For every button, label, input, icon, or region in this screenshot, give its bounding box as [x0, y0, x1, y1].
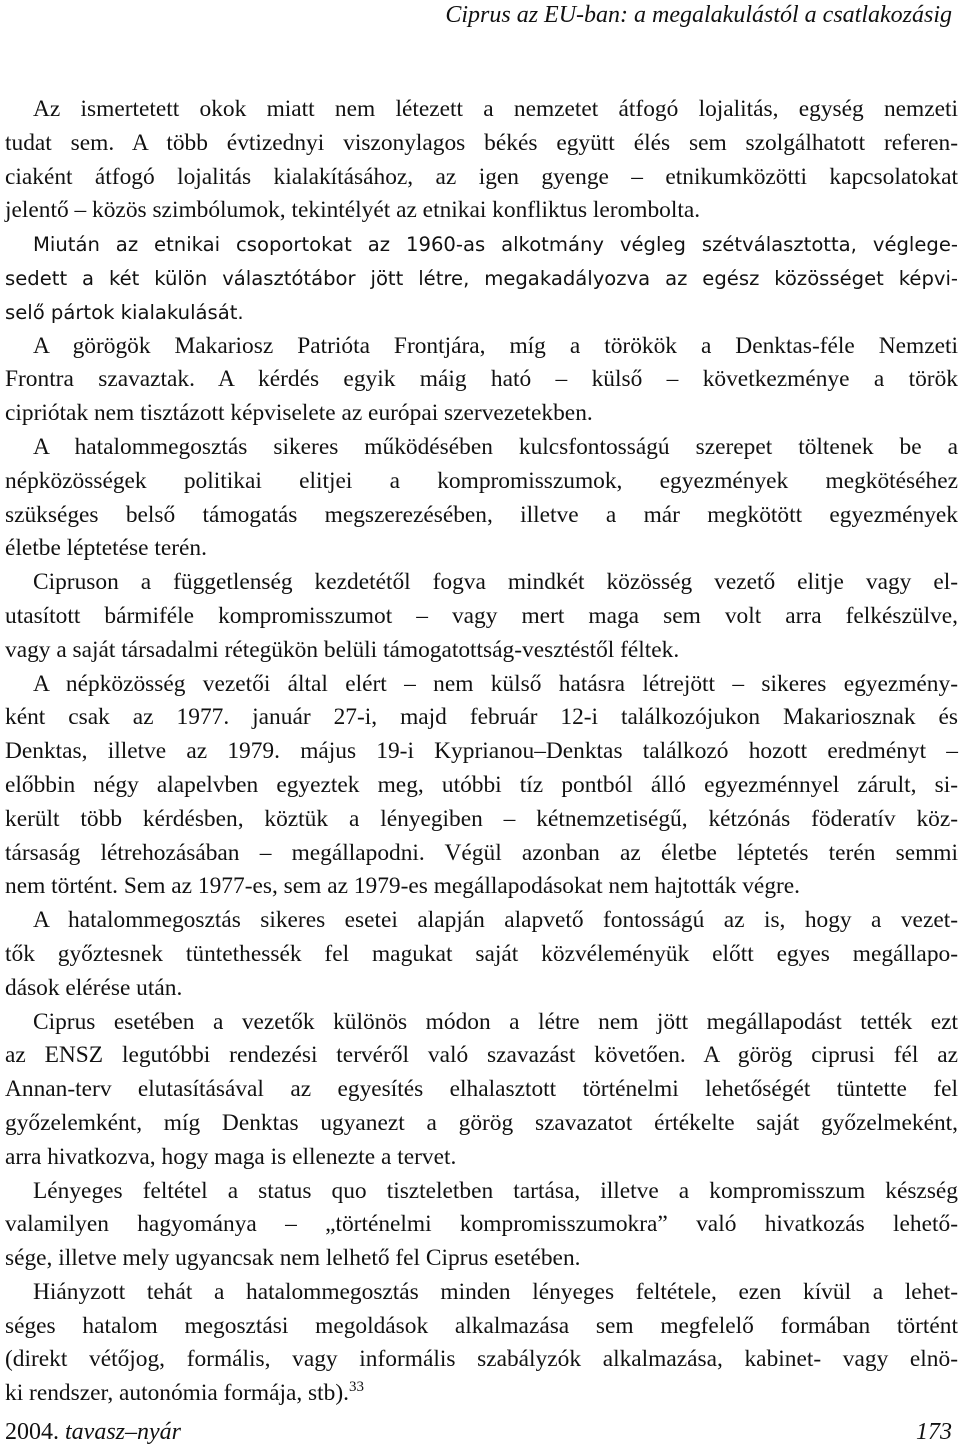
paragraph: [5, 228, 958, 329]
text-line: népközösségek politikai elitjei a kompromisszumok, egyezmények megkötéséhez: [5, 467, 958, 494]
text-line: vagy a saját társadalmi rétegükön belüli támogatottság-vesztéstől féltek.: [5, 636, 680, 663]
text-line: Az ismertetett okok miatt nem létezett a nemzetet átfogó lojalitás, egység nemzeti: [33, 96, 958, 122]
text-line: életbe léptetése terén.: [5, 535, 207, 562]
running-header: Ciprus az EU-ban: a megalakulástól a csatlakozásig: [445, 2, 952, 28]
text-line: győzelemként, míg Denktas ugyanezt a görög szavazatot értékelte saját győzelmeként,: [5, 1109, 958, 1136]
text-line: Cipruson a függetlenség kezdetétől fogva mindkét közösség vezető elitje vagy el-: [33, 569, 958, 596]
paragraph: [5, 93, 958, 228]
text-line: az ENSZ legutóbbi rendezési tervéről való szavazást követően. A görög ciprusi fél az: [5, 1042, 958, 1069]
paragraph: [5, 431, 958, 566]
text-line: nem történt. Sem az 1977-es, sem az 1979-es megállapodásokat nem hajtották végre.: [5, 873, 801, 900]
paragraph: [5, 668, 958, 905]
text-line: séges hatalom megosztási megoldások alkalmazása sem megfelelő formában történt: [5, 1312, 958, 1339]
text-line: Miután az etnikai csoportokat az 1960-as alkotmány végleg szétválasztotta, véglege-: [33, 233, 958, 257]
text-line: előbbin négy alapelvben egyeztek meg, utóbbi tíz pontból álló egyezménnyel zárult, si-: [5, 771, 958, 798]
text-line: társaság létrehozásában – megállapodni. Végül azonban az életbe léptetés terén semmi: [5, 839, 958, 866]
text-line: A népközösség vezetői által elért – nem külső hatásra létrejött – sikeres egyezmény-: [33, 670, 958, 697]
paragraph: [5, 330, 958, 431]
text-line: szükséges belső támogatás megszerezésében, illetve a már megkötött egyezmények: [5, 501, 958, 528]
paragraph: [5, 904, 958, 1005]
text-line: dások elérése után.: [5, 974, 183, 1001]
footer-season: tavasz–nyár: [65, 1419, 181, 1445]
text-line: Ciprus esetében a vezetők különös módon a létre nem jött megállapodást tették ezt: [33, 1008, 958, 1035]
text-line-content: ki rendszer, autonómia formája, stb).: [5, 1380, 349, 1407]
text-line: utasított bármiféle kompromisszumot – vagy mert maga sem volt arra felkészülve,: [5, 602, 958, 629]
text-line: Hiányzott tehát a hatalommegosztás minden lényeges feltétele, ezen kívül a lehet-: [33, 1278, 958, 1305]
page-number: 173: [916, 1419, 952, 1445]
paragraph: [5, 1006, 958, 1175]
footer-issue: [5, 1417, 181, 1447]
text-line: (direkt vétőjog, formális, vagy informális szabályzók alkalmazása, kabinet- vagy elnö-: [5, 1346, 958, 1373]
text-line: tők győztesnek tüntethessék fel magukat saját közvéleményük előtt egyes megállapo-: [5, 940, 958, 967]
text-line: selő pártok kialakulását.: [5, 300, 244, 324]
paragraph: [5, 566, 958, 667]
text-line: valamilyen hagyománya – „történelmi kompromisszumokra” való hivatkozás lehető-: [5, 1211, 958, 1238]
text-line: ciaként átfogó lojalitás kialakításához, az igen gyenge – etnikumközötti kapcsolatokat: [5, 163, 958, 190]
text-line: jelentő – közös szimbólumok, tekintélyét az etnikai konfliktus lerombolta.: [5, 197, 701, 224]
text-line: Annan-terv elutasításával az egyesítés elhalasztott történelmi lehetőségét tüntette fel: [5, 1076, 958, 1103]
text-line: Frontra szavaztak. A kérdés egyik máig ható – külső – következménye a török: [5, 366, 958, 393]
text-line: sedett a két külön választótábor jött létre, megakadályozva az egész közösséget képvi-: [5, 266, 958, 290]
text-line: A görögök Makariosz Patrióta Frontjára, míg a törökök a Denktas-féle Nemzeti: [33, 332, 958, 359]
footer-year: 2004.: [5, 1419, 59, 1445]
text-line: [5, 1377, 958, 1411]
text-line: ként csak az 1977. január 27-i, majd február 12-i találkozójukon Makariosznak és: [5, 704, 958, 731]
text-line: Denktas, illetve az 1979. május 19-i Kyprianou–Denktas találkozó hozott eredményt –: [5, 738, 958, 765]
text-line: A hatalommegosztás sikeres működésében kulcsfontosságú szerepet töltenek be a: [33, 433, 958, 460]
text-line: Lényeges feltétel a status quo tiszteletben tartása, illetve a kompromisszum készség: [33, 1177, 958, 1204]
text-line: A hatalommegosztás sikeres esetei alapján alapvető fontosságú az is, hogy a vezet-: [33, 907, 958, 934]
text-line: cipriótak nem tisztázott képviselete az európai szervezetekben.: [5, 400, 593, 427]
paragraph: [5, 1175, 958, 1276]
article-body: [5, 93, 958, 1411]
text-line: sége, illetve mely ugyancsak nem lelhető fel Ciprus esetében.: [5, 1245, 581, 1272]
text-line: került több kérdésben, köztük a lényegiben – kétnemzetiségű, kétzónás föderatív köz-: [5, 805, 958, 832]
paragraph: [5, 1276, 958, 1411]
footnote-reference[interactable]: 33: [348, 1379, 364, 1396]
text-line: arra hivatkozva, hogy maga is ellenezte a tervet.: [5, 1143, 457, 1170]
text-line: tudat sem. A több évtizednyi viszonylagos békés együtt élés sem szolgálhatott referen-: [5, 129, 958, 156]
